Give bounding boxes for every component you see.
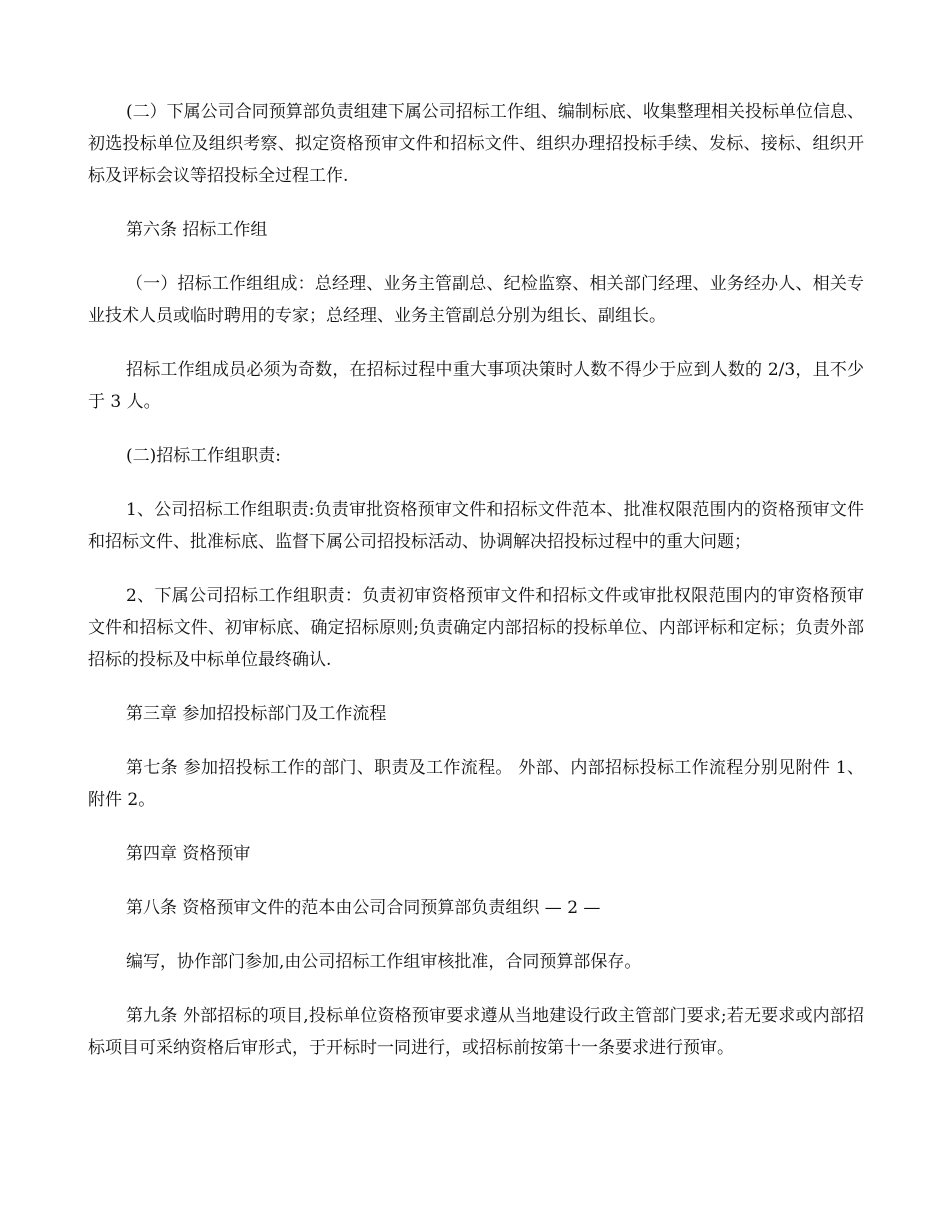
paragraph-subsidiary-duties: (二）下属公司合同预算部负责组建下属公司招标工作组、编制标底、收集整理相关投标单位信息、初选投标单位及组织考察、拟定资格预审文件和招标文件、组织办理招投标手续、发标、接标、组织开标及评标会议等招投标全过程工作.	[88, 102, 864, 186]
paragraph-article-9: 第九条 外部招标的项目,投标单位资格预审要求遵从当地建设行政主管部门要求;若无要求或内部招标项目可采纳资格后审形式，于开标时一同进行，或招标前按第十一条要求进行预审。	[88, 1006, 864, 1058]
paragraph-company-group-duties: 1、公司招标工作组职责:负责审批资格预审文件和招标文件范本、批准权限范围内的资格预审文件和招标文件、批准标底、监督下属公司招投标活动、协调解决招投标过程中的重大问题；	[88, 500, 864, 552]
paragraph-group-composition: （一）招标工作组组成：总经理、业务主管副总、纪检监察、相关部门经理、业务经办人、相关专业技术人员或临时聘用的专家；总经理、业务主管副总分别为组长、副组长。	[88, 274, 864, 326]
paragraph-group-duties-heading: (二)招标工作组职责:	[126, 446, 281, 466]
chapter-3-heading: 第三章 参加招投标部门及工作流程	[126, 704, 387, 724]
paragraph-article-8: 第八条 资格预审文件的范本由公司合同预算部负责组织 — 2 —	[126, 898, 601, 918]
paragraph-group-members: 招标工作组成员必须为奇数，在招标过程中重大事项决策时人数不得少于应到人数的 2/3，且不少于 3 人。	[88, 360, 864, 412]
paragraph-article-8-continued: 编写，协作部门参加,由公司招标工作组审核批准，合同预算部保存。	[126, 952, 642, 972]
paragraph-subsidiary-group-duties: 2、下属公司招标工作组职责：负责初审资格预审文件和招标文件或审批权限范围内的审资格预审文件和招标文件、初审标底、确定招标原则;负责确定内部招标的投标单位、内部评标和定标；负责外部招标的投标及中标单位最终确认.	[88, 586, 864, 670]
article-6-heading: 第六条 招标工作组	[126, 220, 268, 240]
paragraph-article-7: 第七条 参加招投标工作的部门、职责及工作流程。 外部、内部招标投标工作流程分别见附件 1、附件 2。	[88, 758, 864, 810]
chapter-4-heading: 第四章 资格预审	[126, 844, 251, 864]
document-page	[88, 96, 864, 1086]
